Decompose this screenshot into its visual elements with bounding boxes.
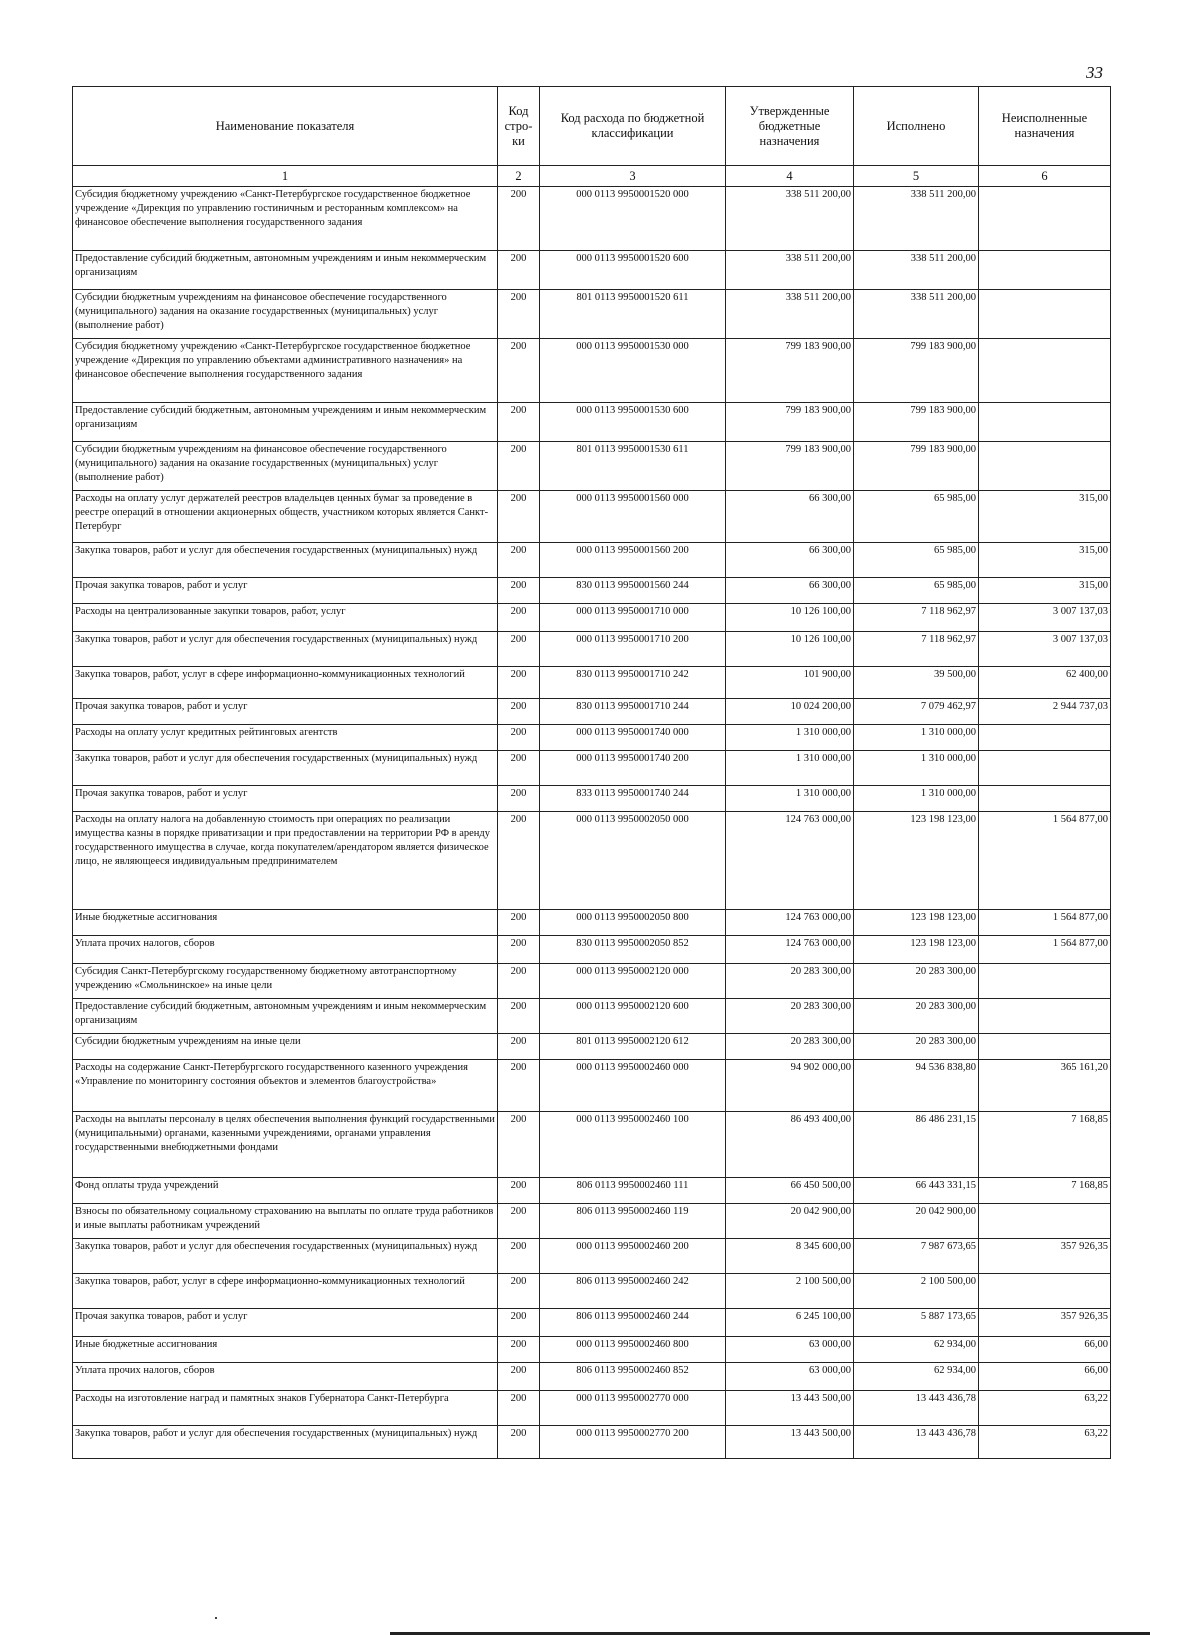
expense-code: 000 0113 9950002460 100	[540, 1112, 726, 1178]
col-number: 2	[498, 166, 540, 187]
row-name: Иные бюджетные ассигнования	[73, 910, 498, 936]
unexecuted-amount	[979, 999, 1111, 1034]
approved-amount: 124 763 000,00	[726, 936, 854, 964]
unexecuted-amount	[979, 964, 1111, 999]
table-row	[73, 491, 1111, 543]
row-code: 200	[498, 442, 540, 491]
executed-amount: 20 283 300,00	[854, 999, 979, 1034]
unexecuted-amount: 66,00	[979, 1363, 1111, 1391]
approved-amount: 8 345 600,00	[726, 1239, 854, 1274]
unexecuted-amount: 3 007 137,03	[979, 604, 1111, 632]
unexecuted-amount: 1 564 877,00	[979, 936, 1111, 964]
expense-code: 806 0113 9950002460 111	[540, 1178, 726, 1204]
table-row	[73, 1034, 1111, 1060]
approved-amount: 338 511 200,00	[726, 187, 854, 251]
row-code: 200	[498, 1274, 540, 1309]
unexecuted-amount	[979, 442, 1111, 491]
expense-code: 000 0113 9950002460 800	[540, 1337, 726, 1363]
unexecuted-amount: 2 944 737,03	[979, 699, 1111, 725]
row-code: 200	[498, 725, 540, 751]
executed-amount: 39 500,00	[854, 667, 979, 699]
col-number: 4	[726, 166, 854, 187]
row-code: 200	[498, 290, 540, 339]
table-row	[73, 910, 1111, 936]
row-name: Прочая закупка товаров, работ и услуг	[73, 699, 498, 725]
table-row	[73, 1309, 1111, 1337]
expense-code: 000 0113 9950002460 000	[540, 1060, 726, 1112]
unexecuted-amount	[979, 751, 1111, 786]
expense-code: 000 0113 9950002770 000	[540, 1391, 726, 1426]
row-name: Расходы на оплату налога на добавленную стоимость при операциях по реализации имущества казны в порядке приватизации и при предоставлении на территории РФ в аренду государственного имущества в случае, когда покупателем/арендатором является физическое лицо, не являющееся индивидуальным предпринимателем	[73, 812, 498, 910]
table-row	[73, 543, 1111, 578]
approved-amount: 338 511 200,00	[726, 290, 854, 339]
row-name: Субсидии бюджетным учреждениям на иные цели	[73, 1034, 498, 1060]
expense-code: 000 0113 9950002460 200	[540, 1239, 726, 1274]
row-code: 200	[498, 1204, 540, 1239]
row-name: Расходы на выплаты персоналу в целях обеспечения выполнения функций государственными (муниципальными) органами, казенными учреждениями, органами управления государственными внебюджетными фондами	[73, 1112, 498, 1178]
executed-amount: 799 183 900,00	[854, 442, 979, 491]
executed-amount: 799 183 900,00	[854, 403, 979, 442]
unexecuted-amount: 357 926,35	[979, 1239, 1111, 1274]
approved-amount: 20 283 300,00	[726, 1034, 854, 1060]
table-row	[73, 1426, 1111, 1459]
row-code: 200	[498, 632, 540, 667]
row-name: Расходы на оплату услуг держателей реестров владельцев ценных бумаг за проведение в реестре операций в отношении акционерных обществ, участником которых является Санкт-Петербург	[73, 491, 498, 543]
col-header-row-code: Код стро-ки	[498, 87, 540, 166]
row-name: Субсидия Санкт-Петербургскому государственному бюджетному автотранспортному учреждению «Смольнинское» на иные цели	[73, 964, 498, 999]
expense-code: 000 0113 9950001530 000	[540, 339, 726, 403]
unexecuted-amount: 357 926,35	[979, 1309, 1111, 1337]
executed-amount: 338 511 200,00	[854, 290, 979, 339]
table-row	[73, 936, 1111, 964]
table-row	[73, 1337, 1111, 1363]
unexecuted-amount: 1 564 877,00	[979, 812, 1111, 910]
row-name: Фонд оплаты труда учреждений	[73, 1178, 498, 1204]
approved-amount: 2 100 500,00	[726, 1274, 854, 1309]
row-name: Закупка товаров, работ и услуг для обеспечения государственных (муниципальных) нужд	[73, 543, 498, 578]
budget-report-table	[72, 86, 1111, 1459]
row-code: 200	[498, 251, 540, 290]
unexecuted-amount	[979, 251, 1111, 290]
table-row	[73, 339, 1111, 403]
approved-amount: 101 900,00	[726, 667, 854, 699]
row-name: Закупка товаров, работ, услуг в сфере информационно-коммуникационных технологий	[73, 1274, 498, 1309]
table-row	[73, 1060, 1111, 1112]
expense-code: 806 0113 9950002460 852	[540, 1363, 726, 1391]
table-row	[73, 786, 1111, 812]
expense-code: 000 0113 9950001710 000	[540, 604, 726, 632]
row-code: 200	[498, 1112, 540, 1178]
executed-amount: 94 536 838,80	[854, 1060, 979, 1112]
executed-amount: 2 100 500,00	[854, 1274, 979, 1309]
expense-code: 806 0113 9950002460 242	[540, 1274, 726, 1309]
approved-amount: 66 300,00	[726, 543, 854, 578]
row-name: Расходы на содержание Санкт-Петербургского государственного казенного учреждения «Управление по мониторингу состояния объектов и элементов благоустройства»	[73, 1060, 498, 1112]
expense-code: 000 0113 9950001520 000	[540, 187, 726, 251]
row-code: 200	[498, 1426, 540, 1459]
unexecuted-amount: 63,22	[979, 1391, 1111, 1426]
row-code: 200	[498, 786, 540, 812]
table-row	[73, 1112, 1111, 1178]
table-row	[73, 751, 1111, 786]
unexecuted-amount: 7 168,85	[979, 1112, 1111, 1178]
approved-amount: 799 183 900,00	[726, 442, 854, 491]
page-number: 33	[1086, 63, 1103, 82]
table-row	[73, 578, 1111, 604]
row-code: 200	[498, 1178, 540, 1204]
executed-amount: 62 934,00	[854, 1363, 979, 1391]
table-row	[73, 1391, 1111, 1426]
table-row	[73, 442, 1111, 491]
expense-code: 830 0113 9950002050 852	[540, 936, 726, 964]
expense-code: 000 0113 9950001740 200	[540, 751, 726, 786]
row-name: Расходы на оплату услуг кредитных рейтинговых агентств	[73, 725, 498, 751]
unexecuted-amount	[979, 1204, 1111, 1239]
approved-amount: 1 310 000,00	[726, 725, 854, 751]
approved-amount: 20 283 300,00	[726, 964, 854, 999]
executed-amount: 7 118 962,97	[854, 632, 979, 667]
executed-amount: 86 486 231,15	[854, 1112, 979, 1178]
executed-amount: 1 310 000,00	[854, 786, 979, 812]
row-name: Предоставление субсидий бюджетным, автономным учреждениям и иным некоммерческим организациям	[73, 251, 498, 290]
row-code: 200	[498, 1309, 540, 1337]
row-name: Прочая закупка товаров, работ и услуг	[73, 786, 498, 812]
row-name: Закупка товаров, работ и услуг для обеспечения государственных (муниципальных) нужд	[73, 751, 498, 786]
expense-code: 830 0113 9950001560 244	[540, 578, 726, 604]
approved-amount: 10 024 200,00	[726, 699, 854, 725]
table-row	[73, 403, 1111, 442]
table-row	[73, 964, 1111, 999]
unexecuted-amount: 62 400,00	[979, 667, 1111, 699]
row-name: Уплата прочих налогов, сборов	[73, 1363, 498, 1391]
table-row	[73, 699, 1111, 725]
approved-amount: 6 245 100,00	[726, 1309, 854, 1337]
row-name: Прочая закупка товаров, работ и услуг	[73, 578, 498, 604]
unexecuted-amount	[979, 1034, 1111, 1060]
executed-amount: 1 310 000,00	[854, 751, 979, 786]
row-code: 200	[498, 1363, 540, 1391]
approved-amount: 10 126 100,00	[726, 604, 854, 632]
row-name: Уплата прочих налогов, сборов	[73, 936, 498, 964]
unexecuted-amount	[979, 786, 1111, 812]
row-name: Расходы на изготовление наград и памятных знаков Губернатора Санкт-Петербурга	[73, 1391, 498, 1426]
row-name: Субсидии бюджетным учреждениям на финансовое обеспечение государственного (муниципального) задания на оказание государственных (муниципальных) услуг (выполнение работ)	[73, 290, 498, 339]
scan-speck	[215, 1617, 217, 1619]
approved-amount: 20 283 300,00	[726, 999, 854, 1034]
row-code: 200	[498, 999, 540, 1034]
table-row	[73, 1204, 1111, 1239]
table-row	[73, 1363, 1111, 1391]
col-number: 6	[979, 166, 1111, 187]
row-code: 200	[498, 1391, 540, 1426]
col-number: 5	[854, 166, 979, 187]
approved-amount: 13 443 500,00	[726, 1391, 854, 1426]
row-code: 200	[498, 339, 540, 403]
table-row	[73, 812, 1111, 910]
unexecuted-amount	[979, 725, 1111, 751]
row-name: Закупка товаров, работ и услуг для обеспечения государственных (муниципальных) нужд	[73, 1239, 498, 1274]
table-row	[73, 290, 1111, 339]
table-row	[73, 604, 1111, 632]
unexecuted-amount: 1 564 877,00	[979, 910, 1111, 936]
expense-code: 000 0113 9950002050 000	[540, 812, 726, 910]
unexecuted-amount: 315,00	[979, 491, 1111, 543]
unexecuted-amount: 315,00	[979, 578, 1111, 604]
row-name: Взносы по обязательному социальному страхованию на выплаты по оплате труда работников и иные выплаты работникам учреждений	[73, 1204, 498, 1239]
executed-amount: 65 985,00	[854, 578, 979, 604]
unexecuted-amount: 365 161,20	[979, 1060, 1111, 1112]
row-code: 200	[498, 699, 540, 725]
row-code: 200	[498, 1239, 540, 1274]
row-code: 200	[498, 578, 540, 604]
row-code: 200	[498, 751, 540, 786]
col-header-unexecuted: Неисполненные назначения	[979, 87, 1111, 166]
expense-code: 801 0113 9950002120 612	[540, 1034, 726, 1060]
unexecuted-amount	[979, 1274, 1111, 1309]
executed-amount: 338 511 200,00	[854, 251, 979, 290]
approved-amount: 86 493 400,00	[726, 1112, 854, 1178]
unexecuted-amount	[979, 339, 1111, 403]
expense-code: 000 0113 9950002050 800	[540, 910, 726, 936]
executed-amount: 7 118 962,97	[854, 604, 979, 632]
approved-amount: 124 763 000,00	[726, 910, 854, 936]
expense-code: 806 0113 9950002460 119	[540, 1204, 726, 1239]
unexecuted-amount: 3 007 137,03	[979, 632, 1111, 667]
unexecuted-amount	[979, 290, 1111, 339]
table-row	[73, 187, 1111, 251]
table-row	[73, 1239, 1111, 1274]
row-name: Субсидия бюджетному учреждению «Санкт-Петербургское государственное бюджетное учреждение «Дирекция по управлению объектами административного назначения» на финансовое обеспечение выполнения государственного задания	[73, 339, 498, 403]
executed-amount: 1 310 000,00	[854, 725, 979, 751]
unexecuted-amount	[979, 403, 1111, 442]
expense-code: 000 0113 9950001710 200	[540, 632, 726, 667]
row-code: 200	[498, 812, 540, 910]
col-header-expense-code: Код расхода по бюджетной классификации	[540, 87, 726, 166]
table-row	[73, 632, 1111, 667]
col-header-executed: Исполнено	[854, 87, 979, 166]
executed-amount: 20 283 300,00	[854, 964, 979, 999]
approved-amount: 13 443 500,00	[726, 1426, 854, 1459]
approved-amount: 63 000,00	[726, 1363, 854, 1391]
expense-code: 801 0113 9950001530 611	[540, 442, 726, 491]
row-code: 200	[498, 491, 540, 543]
executed-amount: 5 887 173,65	[854, 1309, 979, 1337]
executed-amount: 123 198 123,00	[854, 936, 979, 964]
executed-amount: 7 987 673,65	[854, 1239, 979, 1274]
unexecuted-amount: 66,00	[979, 1337, 1111, 1363]
approved-amount: 66 300,00	[726, 491, 854, 543]
unexecuted-amount: 7 168,85	[979, 1178, 1111, 1204]
table-row	[73, 999, 1111, 1034]
expense-code: 000 0113 9950001520 600	[540, 251, 726, 290]
expense-code: 000 0113 9950002120 000	[540, 964, 726, 999]
table-body	[73, 187, 1111, 1459]
col-number: 1	[73, 166, 498, 187]
approved-amount: 66 300,00	[726, 578, 854, 604]
approved-amount: 1 310 000,00	[726, 786, 854, 812]
expense-code: 830 0113 9950001710 244	[540, 699, 726, 725]
approved-amount: 1 310 000,00	[726, 751, 854, 786]
row-name: Предоставление субсидий бюджетным, автономным учреждениям и иным некоммерческим организациям	[73, 403, 498, 442]
expense-code: 806 0113 9950002460 244	[540, 1309, 726, 1337]
executed-amount: 13 443 436,78	[854, 1426, 979, 1459]
expense-code: 000 0113 9950001560 000	[540, 491, 726, 543]
executed-amount: 338 511 200,00	[854, 187, 979, 251]
expense-code: 000 0113 9950002120 600	[540, 999, 726, 1034]
row-code: 200	[498, 1034, 540, 1060]
executed-amount: 62 934,00	[854, 1337, 979, 1363]
column-number-row	[73, 166, 1111, 187]
approved-amount: 338 511 200,00	[726, 251, 854, 290]
executed-amount: 799 183 900,00	[854, 339, 979, 403]
expense-code: 830 0113 9950001710 242	[540, 667, 726, 699]
executed-amount: 20 042 900,00	[854, 1204, 979, 1239]
executed-amount: 65 985,00	[854, 491, 979, 543]
row-code: 200	[498, 910, 540, 936]
table-row	[73, 1178, 1111, 1204]
row-code: 200	[498, 964, 540, 999]
row-code: 200	[498, 604, 540, 632]
row-code: 200	[498, 936, 540, 964]
col-header-name: Наименование показателя	[73, 87, 498, 166]
row-code: 200	[498, 1337, 540, 1363]
expense-code: 801 0113 9950001520 611	[540, 290, 726, 339]
approved-amount: 10 126 100,00	[726, 632, 854, 667]
header-row	[73, 87, 1111, 166]
col-number: 3	[540, 166, 726, 187]
row-name: Субсидия бюджетному учреждению «Санкт-Петербургское государственное бюджетное учреждение «Дирекция по управлению гостиничным и ресторанным комплексом» на финансовое обеспечение выполнения государственного задания	[73, 187, 498, 251]
row-code: 200	[498, 543, 540, 578]
unexecuted-amount: 63,22	[979, 1426, 1111, 1459]
row-name: Предоставление субсидий бюджетным, автономным учреждениям и иным некоммерческим организациям	[73, 999, 498, 1034]
row-name: Закупка товаров, работ, услуг в сфере информационно-коммуникационных технологий	[73, 667, 498, 699]
approved-amount: 66 450 500,00	[726, 1178, 854, 1204]
table-row	[73, 1274, 1111, 1309]
executed-amount: 7 079 462,97	[854, 699, 979, 725]
row-name: Расходы на централизованные закупки товаров, работ, услуг	[73, 604, 498, 632]
expense-code: 000 0113 9950002770 200	[540, 1426, 726, 1459]
approved-amount: 94 902 000,00	[726, 1060, 854, 1112]
executed-amount: 66 443 331,15	[854, 1178, 979, 1204]
expense-code: 000 0113 9950001740 000	[540, 725, 726, 751]
table-row	[73, 251, 1111, 290]
executed-amount: 123 198 123,00	[854, 812, 979, 910]
expense-code: 000 0113 9950001530 600	[540, 403, 726, 442]
approved-amount: 799 183 900,00	[726, 403, 854, 442]
approved-amount: 63 000,00	[726, 1337, 854, 1363]
expense-code: 833 0113 9950001740 244	[540, 786, 726, 812]
row-name: Субсидии бюджетным учреждениям на финансовое обеспечение государственного (муниципального) задания на оказание государственных (муниципальных) услуг (выполнение работ)	[73, 442, 498, 491]
approved-amount: 20 042 900,00	[726, 1204, 854, 1239]
expense-code: 000 0113 9950001560 200	[540, 543, 726, 578]
row-name: Закупка товаров, работ и услуг для обеспечения государственных (муниципальных) нужд	[73, 632, 498, 667]
executed-amount: 13 443 436,78	[854, 1391, 979, 1426]
executed-amount: 20 283 300,00	[854, 1034, 979, 1060]
row-name: Прочая закупка товаров, работ и услуг	[73, 1309, 498, 1337]
row-code: 200	[498, 403, 540, 442]
approved-amount: 124 763 000,00	[726, 812, 854, 910]
unexecuted-amount: 315,00	[979, 543, 1111, 578]
executed-amount: 123 198 123,00	[854, 910, 979, 936]
approved-amount: 799 183 900,00	[726, 339, 854, 403]
row-code: 200	[498, 667, 540, 699]
executed-amount: 65 985,00	[854, 543, 979, 578]
row-code: 200	[498, 187, 540, 251]
unexecuted-amount	[979, 187, 1111, 251]
table-row	[73, 667, 1111, 699]
row-name: Иные бюджетные ассигнования	[73, 1337, 498, 1363]
col-header-approved: Утвержденные бюджетные назначения	[726, 87, 854, 166]
table-row	[73, 725, 1111, 751]
row-code: 200	[498, 1060, 540, 1112]
row-name: Закупка товаров, работ и услуг для обеспечения государственных (муниципальных) нужд	[73, 1426, 498, 1459]
